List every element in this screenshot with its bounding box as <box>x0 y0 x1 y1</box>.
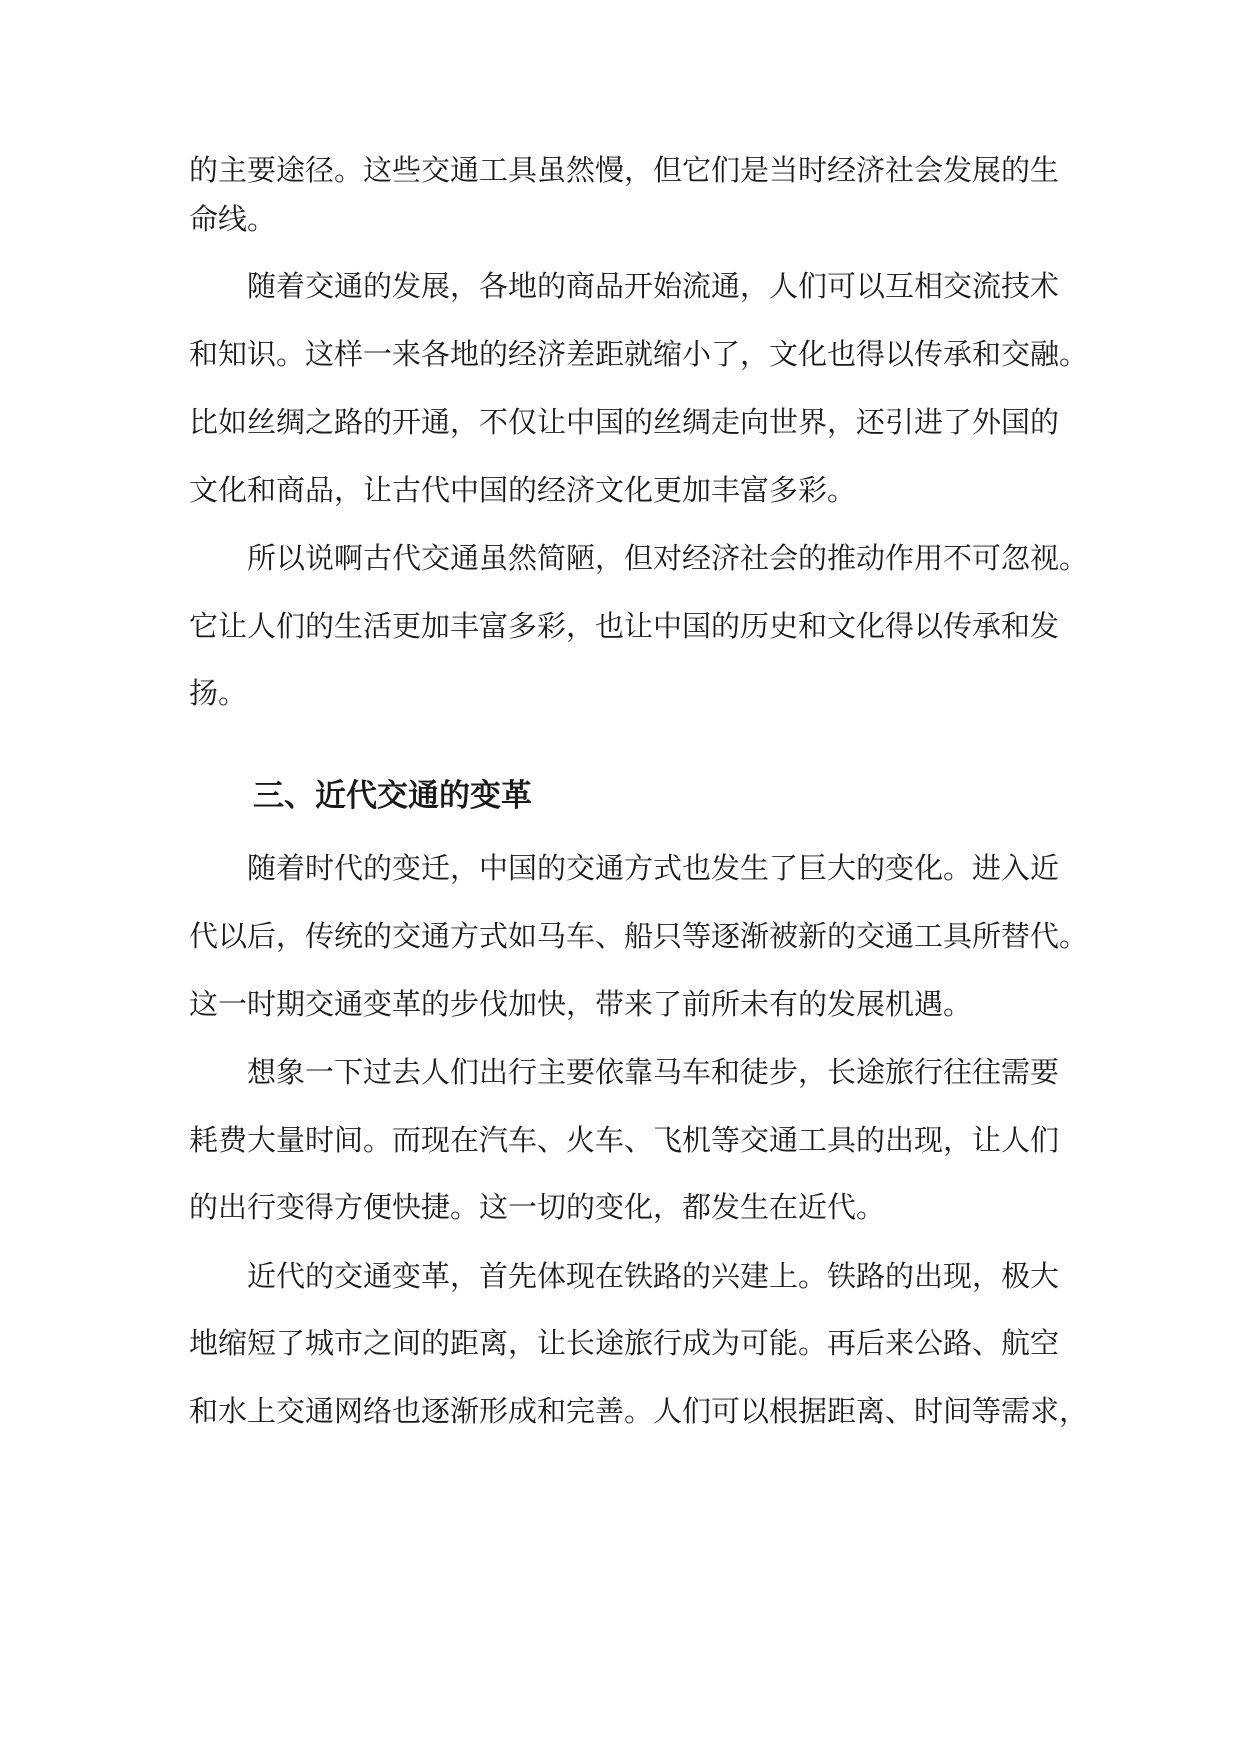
paragraph-line: 比如丝绸之路的开通，不仅让中国的丝绸走向世界，还引进了外国的 <box>189 405 1060 439</box>
paragraph-line: 的主要途径。这些交通工具虽然慢，但它们是当时经济社会发展的生 <box>189 153 1060 187</box>
paragraph-line: 地缩短了城市之间的距离，让长途旅行成为可能。再后来公路、航空 <box>189 1326 1060 1360</box>
paragraph-line: 和水上交通网络也逐渐形成和完善。人们可以根据距离、时间等需求， <box>189 1394 1089 1428</box>
paragraph-line: 和知识。这样一来各地的经济差距就缩小了，文化也得以传承和交融。 <box>189 337 1089 371</box>
paragraph-line: 所以说啊古代交通虽然简陋，但对经济社会的推动作用不可忽视。 <box>247 541 1089 575</box>
paragraph-line: 它让人们的生活更加丰富多彩，也让中国的历史和文化得以传承和发 <box>189 609 1060 643</box>
paragraph-line: 的出行变得方便快捷。这一切的变化，都发生在近代。 <box>189 1190 886 1224</box>
paragraph-line: 近代的交通变革，首先体现在铁路的兴建上。铁路的出现，极大 <box>247 1259 1060 1293</box>
paragraph-line: 随着时代的变迁，中国的交通方式也发生了巨大的变化。进入近 <box>247 851 1060 885</box>
paragraph-line: 扬。 <box>189 676 248 710</box>
paragraph-line: 文化和商品，让古代中国的经济文化更加丰富多彩。 <box>189 473 857 507</box>
paragraph-line: 随着交通的发展，各地的商品开始流通，人们可以互相交流技术 <box>247 269 1060 303</box>
section-heading: 三、近代交通的变革 <box>253 778 532 814</box>
paragraph-line: 命线。 <box>189 202 277 236</box>
paragraph-line: 想象一下过去人们出行主要依靠马车和徒步，长途旅行往往需要 <box>247 1055 1060 1089</box>
paragraph-line: 代以后，传统的交通方式如马车、船只等逐渐被新的交通工具所替代。 <box>189 919 1089 953</box>
paragraph-line: 这一时期交通变革的步伐加快，带来了前所未有的发展机遇。 <box>189 987 973 1021</box>
paragraph-line: 耗费大量时间。而现在汽车、火车、飞机等交通工具的出现，让人们 <box>189 1123 1060 1157</box>
